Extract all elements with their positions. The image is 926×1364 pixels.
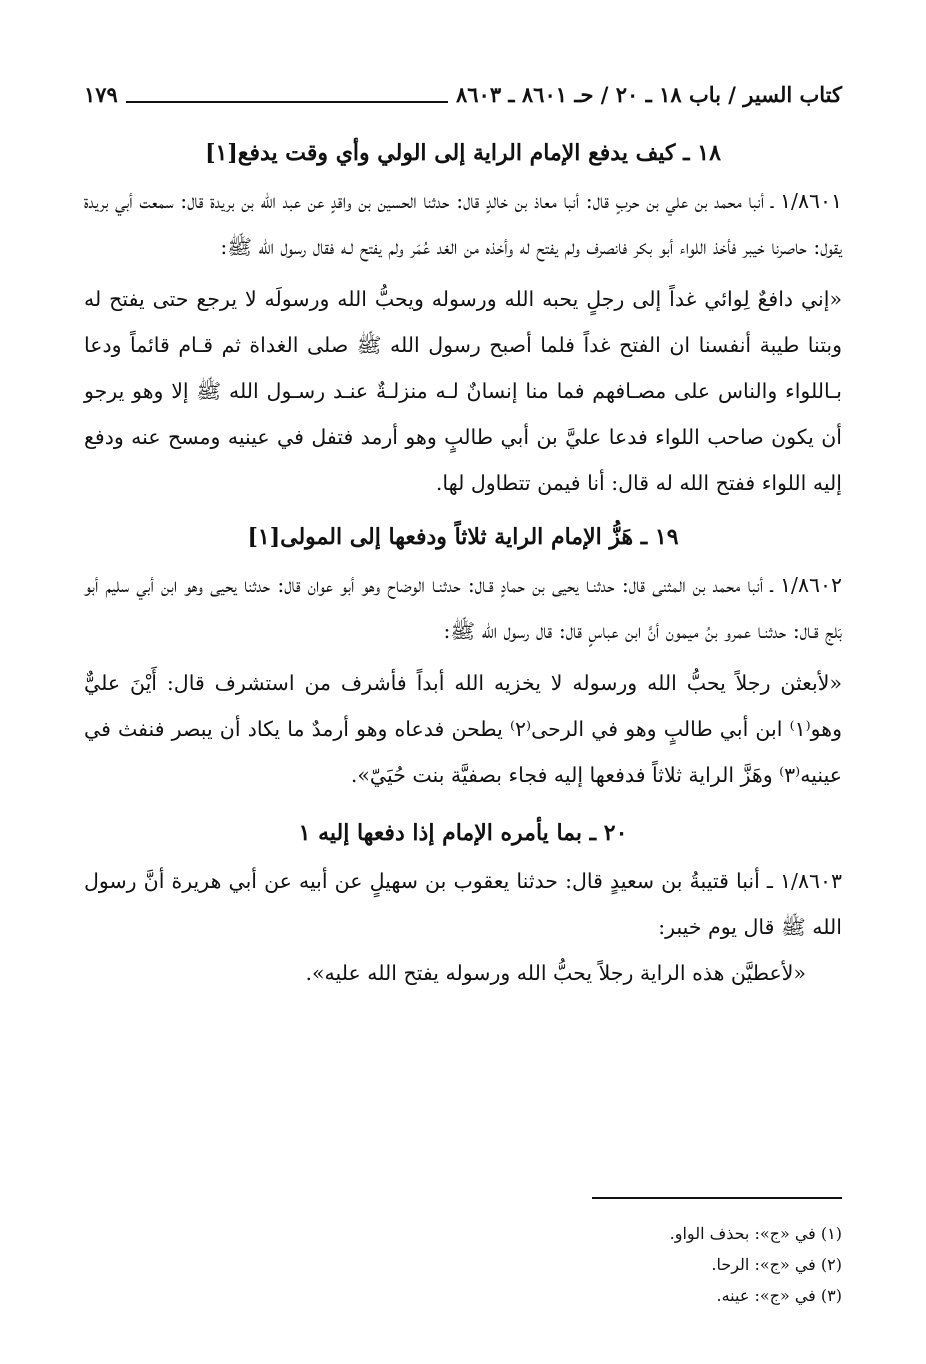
hadith-8601-matn: «إني دافعٌ لِوائي غداً إلى رجلٍ يحبه الله ورسوله ويحبُّ الله ورسولَه لا يرجع حتى يفتح له وبتنا طيبة أنفسنا ان الفتح غداً فلما أصبح رسول الله ﷺ صلى الغداة ثم قـام قائماً ودعا بـاللواء والناس على مصـافهم فما منا إنسانٌ لـه منزلـةٌ عنـد رسـول الله ﷺ إلا وهو يرجو أن يكون صاحب اللواء فدعا عليَّ بن أبي طالبٍ وهو أرمد فتفل في عينيه ومسح عنه ودفع إليه اللواء ففتح الله له قال: أنا فيمن تتطاول لها. bbox=[84, 287, 842, 495]
hadith-8603-matn: «لأعطيَّن هذه الراية رجلاً يحبُّ الله ورسوله يفتح الله عليه». bbox=[305, 961, 806, 985]
hadith-8602-matn: «لأبعثن رجلاً يحبُّ الله ورسوله لا يخزيه الله أبداً فأشرف من استشرف قال: أَيْنَ عليٌّ وهو⁽١⁾ ابن أبي طالبٍ وهو في الرحى⁽٢⁾ يطحن فدعاه وهو أرمدٌ ما يكاد أن يبصر فنفث في عينيه⁽٣⁾ وهَزَّ الراية ثلاثاً فدفعها إليه فجاء بصفيَّة بنت حُيَيّ». bbox=[84, 671, 842, 787]
page-number: ١٧٩ bbox=[84, 81, 118, 107]
hadith-8602-isnad: ١/٨٦٠٢ ـ أنبا محمد بن المثنى قال: حدثنـا يحيى بن حمادٍ قـال: حدثنـا الوضاح وهو أبو عوان قال: حدثنا يحيى وهو ابن أبي سليم أبو بَلج قـال: حدثنـا عمرو بنُ ميمون أنَّ ابن عباسٍ قال: قال رسول الله ﷺ: bbox=[84, 573, 842, 643]
footnote-1: (١) في «ج»: بحذف الواو. bbox=[669, 1224, 842, 1243]
running-title: كتاب السير / باب ١٨ ـ ٢٠ / حـ ٨٦٠١ ـ ٨٦٠٣ bbox=[455, 81, 842, 107]
header-rule bbox=[126, 101, 448, 103]
page-content bbox=[84, 128, 842, 996]
chapter-heading-20: ٢٠ ـ بما يأمره الإمام إذا دفعها إليه ١ bbox=[298, 820, 628, 846]
running-header bbox=[84, 72, 842, 116]
chapter-heading-18: ١٨ ـ كيف يدفع الإمام الراية إلى الولي وأي وقت يدفع[١] bbox=[205, 140, 721, 166]
chapter-heading-19: ١٩ ـ هَزُّ الإمام الراية ثلاثاً ودفعها إلى المولى[١] bbox=[247, 524, 679, 550]
hadith-8603-isnad: ١/٨٦٠٣ ـ أنبا قتيبةُ بن سعيدٍ قال: حدثنا يعقوب بن سهيلٍ عن أبيه عن أبي هريرة أنَّ رسول الله ﷺ قال يوم خيبر: bbox=[84, 869, 842, 939]
hadith-8601-isnad: ١/٨٦٠١ ـ أنبا محمد بن علي بن حربٍ قال: أنبا معاذ بن خالدٍ قال: حدثنا الحسين بن واقدٍ عن عبد الله بن بريدة قال: سمعت أبي بريدة يقول: حاصرنا خيبر فأخذ اللواء أبو بكر فانصرف ولم يفتح له وأخذه من الغد عُمَر ولم يفتح لـه فقال رسول الله ﷺ: bbox=[84, 189, 842, 259]
footnotes bbox=[84, 1218, 842, 1311]
footnote-3: (٣) في «ج»: عينه. bbox=[716, 1286, 842, 1305]
footnote-rule bbox=[592, 1197, 842, 1199]
footnote-2: (٢) في «ج»: الرحا. bbox=[711, 1255, 842, 1274]
